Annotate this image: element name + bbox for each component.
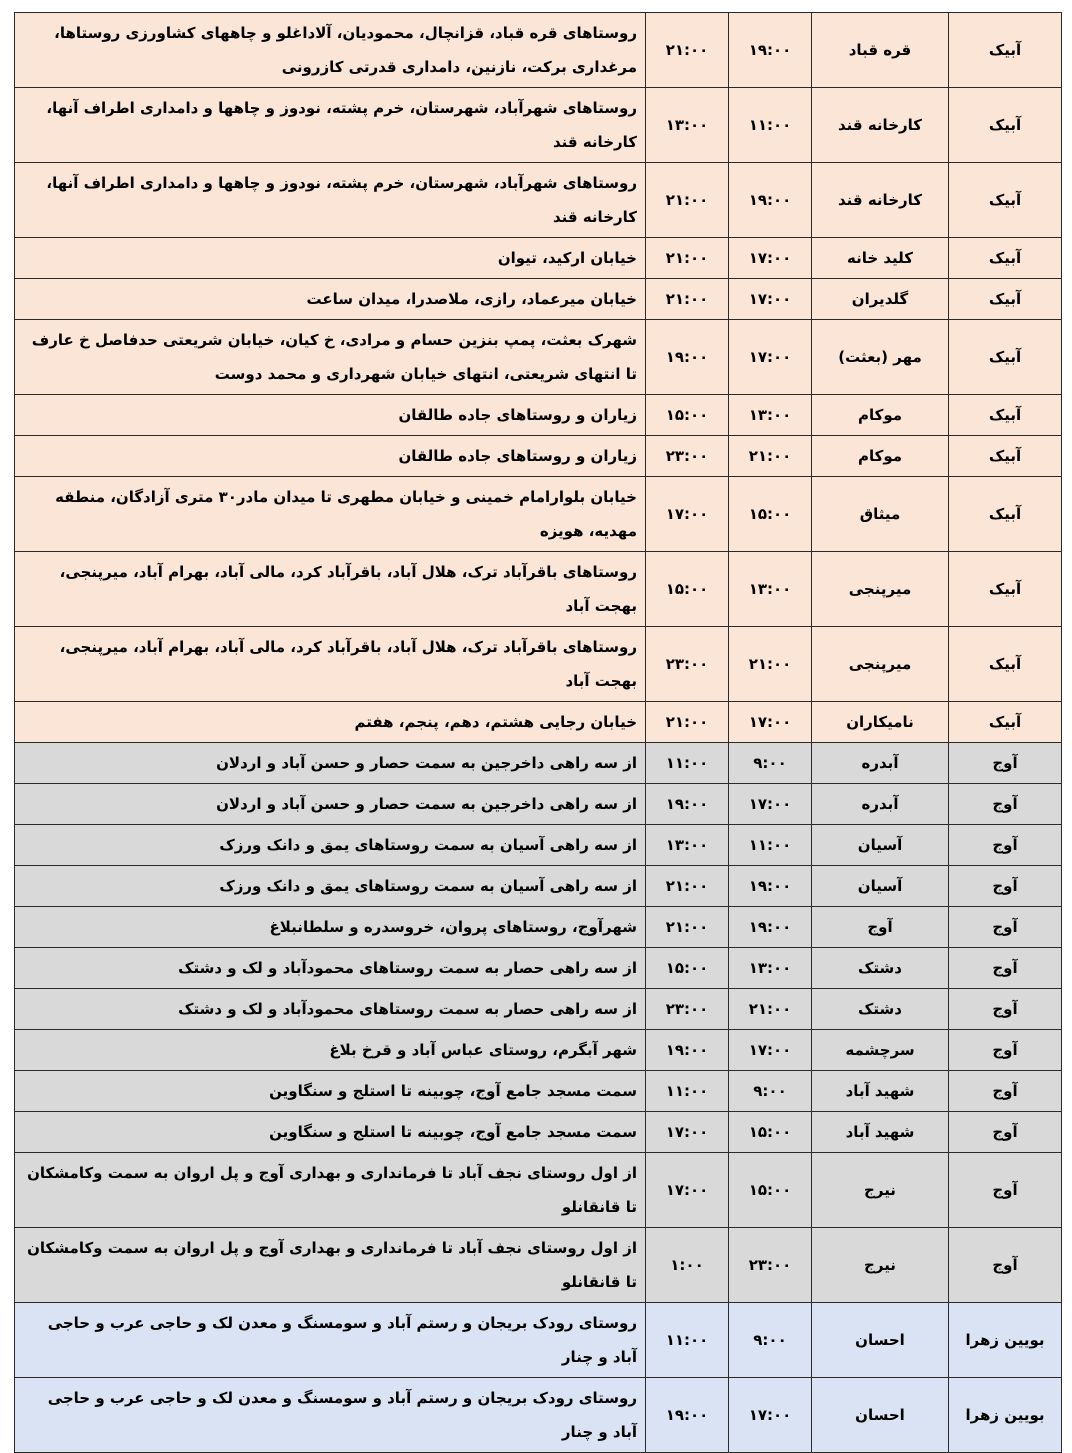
city-cell: بویین زهرا [949, 1303, 1062, 1378]
end-time-cell: ۲۳:۰۰ [646, 436, 729, 477]
table-row [15, 627, 1062, 702]
start-time-cell: ۲۱:۰۰ [729, 627, 812, 702]
table-row [15, 702, 1062, 743]
start-time-cell: ۱۷:۰۰ [729, 320, 812, 395]
end-time-cell: ۱۷:۰۰ [646, 1112, 729, 1153]
feeder-cell: آسیان [812, 866, 949, 907]
city-cell: آوج [949, 825, 1062, 866]
city-cell: بویین زهرا [949, 1378, 1062, 1453]
table-row [15, 1378, 1062, 1453]
end-time-cell: ۲۱:۰۰ [646, 163, 729, 238]
feeder-cell: نیرج [812, 1228, 949, 1303]
table-row [15, 743, 1062, 784]
end-time-cell: ۲۱:۰۰ [646, 279, 729, 320]
start-time-cell: ۱۵:۰۰ [729, 477, 812, 552]
start-time-cell: ۹:۰۰ [729, 1303, 812, 1378]
area-cell: روستای رودک بریجان و رستم آباد و سومسنگ و معدن لک و حاجی عرب و حاجی آباد و چنار [15, 1378, 646, 1453]
start-time-cell: ۱۳:۰۰ [729, 395, 812, 436]
city-cell: آبیک [949, 13, 1062, 88]
city-cell: آوج [949, 948, 1062, 989]
table-row [15, 866, 1062, 907]
area-cell: از سه راهی حصار به سمت روستاهای محمودآباد و لک و دشتک [15, 948, 646, 989]
feeder-cell: احسان [812, 1303, 949, 1378]
end-time-cell: ۲۱:۰۰ [646, 907, 729, 948]
area-cell: خیابان ارکید، تیوان [15, 238, 646, 279]
start-time-cell: ۱۳:۰۰ [729, 552, 812, 627]
feeder-cell: آوج [812, 907, 949, 948]
table-row [15, 88, 1062, 163]
city-cell: آبیک [949, 436, 1062, 477]
area-cell: خیابان میرعماد، رازی، ملاصدرا، میدان ساعت [15, 279, 646, 320]
end-time-cell: ۱۹:۰۰ [646, 320, 729, 395]
start-time-cell: ۹:۰۰ [729, 743, 812, 784]
table-row [15, 1071, 1062, 1112]
area-cell: زیاران و روستاهای جاده طالقان [15, 395, 646, 436]
start-time-cell: ۱۷:۰۰ [729, 279, 812, 320]
start-time-cell: ۱۱:۰۰ [729, 825, 812, 866]
area-cell: زیاران و روستاهای جاده طالقان [15, 436, 646, 477]
area-cell: از اول روستای نجف آباد تا فرمانداری و بهداری آوج و پل اروان به سمت وکامشکان تا قانقانلو [15, 1153, 646, 1228]
end-time-cell: ۱۱:۰۰ [646, 1071, 729, 1112]
area-cell: شهرک بعثت، پمپ بنزین حسام و مرادی، خ کیان، خیابان شریعتی حدفاصل خ عارف تا انتهای شریعتی، انتهای خیابان شهرداری و محمد دوست [15, 320, 646, 395]
start-time-cell: ۱۹:۰۰ [729, 13, 812, 88]
city-cell: آوج [949, 907, 1062, 948]
table-row [15, 320, 1062, 395]
city-cell: آوج [949, 1030, 1062, 1071]
start-time-cell: ۱۷:۰۰ [729, 238, 812, 279]
city-cell: آبیک [949, 88, 1062, 163]
feeder-cell: سرچشمه [812, 1030, 949, 1071]
table-row [15, 163, 1062, 238]
feeder-cell: احسان [812, 1378, 949, 1453]
table-row [15, 395, 1062, 436]
end-time-cell: ۲۱:۰۰ [646, 13, 729, 88]
feeder-cell: کلید خانه [812, 238, 949, 279]
table-row [15, 1228, 1062, 1303]
start-time-cell: ۱۱:۰۰ [729, 88, 812, 163]
feeder-cell: نامیکاران [812, 702, 949, 743]
end-time-cell: ۱۱:۰۰ [646, 743, 729, 784]
start-time-cell: ۹:۰۰ [729, 1071, 812, 1112]
end-time-cell: ۱۵:۰۰ [646, 948, 729, 989]
city-cell: آوج [949, 989, 1062, 1030]
outage-table [14, 12, 1062, 1453]
feeder-cell: شهید آباد [812, 1071, 949, 1112]
feeder-cell: موکام [812, 436, 949, 477]
area-cell: روستاهای قره قباد، قزانچال، محمودیان، آلاداغلو و چاههای کشاورزی روستاها، مرغداری برکت، نازنین، دامداری قدرتی کازرونی [15, 13, 646, 88]
feeder-cell: دشتک [812, 948, 949, 989]
start-time-cell: ۱۷:۰۰ [729, 1030, 812, 1071]
feeder-cell: آسیان [812, 825, 949, 866]
area-cell: سمت مسجد جامع آوج، چوبینه تا استلج و سنگاوین [15, 1071, 646, 1112]
city-cell: آبیک [949, 477, 1062, 552]
city-cell: آوج [949, 743, 1062, 784]
area-cell: خیابان بلوارامام خمینی و خیابان مطهری تا میدان مادر۳۰ متری آزادگان، منطقه مهدیه، هویزه [15, 477, 646, 552]
end-time-cell: ۲۳:۰۰ [646, 989, 729, 1030]
table-row [15, 13, 1062, 88]
end-time-cell: ۲۱:۰۰ [646, 238, 729, 279]
table-row [15, 989, 1062, 1030]
outage-schedule [14, 12, 1062, 1453]
end-time-cell: ۱:۰۰ [646, 1228, 729, 1303]
feeder-cell: موکام [812, 395, 949, 436]
city-cell: آوج [949, 1153, 1062, 1228]
start-time-cell: ۱۷:۰۰ [729, 1378, 812, 1453]
area-cell: از سه راهی آسیان به سمت روستاهای یمق و دانک ورزک [15, 866, 646, 907]
feeder-cell: آبدره [812, 743, 949, 784]
city-cell: آبیک [949, 279, 1062, 320]
feeder-cell: آبدره [812, 784, 949, 825]
city-cell: آبیک [949, 163, 1062, 238]
feeder-cell: میثاق [812, 477, 949, 552]
start-time-cell: ۱۷:۰۰ [729, 702, 812, 743]
table-row [15, 1030, 1062, 1071]
start-time-cell: ۱۵:۰۰ [729, 1153, 812, 1228]
city-cell: آوج [949, 866, 1062, 907]
end-time-cell: ۱۵:۰۰ [646, 552, 729, 627]
end-time-cell: ۲۱:۰۰ [646, 702, 729, 743]
table-row [15, 784, 1062, 825]
start-time-cell: ۲۱:۰۰ [729, 436, 812, 477]
city-cell: آبیک [949, 320, 1062, 395]
end-time-cell: ۲۳:۰۰ [646, 627, 729, 702]
end-time-cell: ۱۷:۰۰ [646, 477, 729, 552]
table-row [15, 238, 1062, 279]
city-cell: آبیک [949, 702, 1062, 743]
city-cell: آوج [949, 1228, 1062, 1303]
area-cell: از اول روستای نجف آباد تا فرمانداری و بهداری آوج و پل اروان به سمت وکامشکان تا قانقانلو [15, 1228, 646, 1303]
start-time-cell: ۱۳:۰۰ [729, 948, 812, 989]
end-time-cell: ۱۳:۰۰ [646, 825, 729, 866]
table-row [15, 825, 1062, 866]
city-cell: آبیک [949, 627, 1062, 702]
feeder-cell: میرپنجی [812, 627, 949, 702]
feeder-cell: مهر (بعثت) [812, 320, 949, 395]
start-time-cell: ۱۹:۰۰ [729, 163, 812, 238]
table-row [15, 1303, 1062, 1378]
area-cell: از سه راهی حصار به سمت روستاهای محمودآباد و لک و دشتک [15, 989, 646, 1030]
end-time-cell: ۱۳:۰۰ [646, 88, 729, 163]
feeder-cell: دشتک [812, 989, 949, 1030]
end-time-cell: ۱۱:۰۰ [646, 1303, 729, 1378]
city-cell: آبیک [949, 395, 1062, 436]
area-cell: روستاهای باقرآباد ترک، هلال آباد، باقرآباد کرد، مالی آباد، بهرام آباد، میرپنجی، بهجت آباد [15, 552, 646, 627]
start-time-cell: ۲۱:۰۰ [729, 989, 812, 1030]
area-cell: خیابان رجایی هشتم، دهم، پنجم، هفتم [15, 702, 646, 743]
end-time-cell: ۱۹:۰۰ [646, 1378, 729, 1453]
start-time-cell: ۱۷:۰۰ [729, 784, 812, 825]
area-cell: شهر آبگرم، روستای عباس آباد و قرخ بلاغ [15, 1030, 646, 1071]
feeder-cell: گلدیران [812, 279, 949, 320]
feeder-cell: قره قباد [812, 13, 949, 88]
feeder-cell: نیرج [812, 1153, 949, 1228]
area-cell: از سه راهی داخرجین به سمت حصار و حسن آباد و اردلان [15, 743, 646, 784]
start-time-cell: ۱۵:۰۰ [729, 1112, 812, 1153]
area-cell: روستاهای باقرآباد ترک، هلال آباد، باقرآباد کرد، مالی آباد، بهرام آباد، میرپنجی، بهجت آباد [15, 627, 646, 702]
area-cell: از سه راهی داخرجین به سمت حصار و حسن آباد و اردلان [15, 784, 646, 825]
area-cell: روستاهای شهرآباد، شهرستان، خرم پشته، نودوز و چاهها و دامداری اطراف آنها، کارخانه قند [15, 88, 646, 163]
feeder-cell: کارخانه قند [812, 163, 949, 238]
end-time-cell: ۱۷:۰۰ [646, 1153, 729, 1228]
end-time-cell: ۱۹:۰۰ [646, 784, 729, 825]
city-cell: آبیک [949, 552, 1062, 627]
city-cell: آوج [949, 1112, 1062, 1153]
end-time-cell: ۱۵:۰۰ [646, 395, 729, 436]
table-row [15, 1112, 1062, 1153]
table-row [15, 907, 1062, 948]
table-row [15, 436, 1062, 477]
area-cell: شهرآوج، روستاهای پروان، خروسدره و سلطانبلاغ [15, 907, 646, 948]
table-row [15, 1153, 1062, 1228]
end-time-cell: ۱۹:۰۰ [646, 1030, 729, 1071]
city-cell: آوج [949, 1071, 1062, 1112]
table-row [15, 552, 1062, 627]
table-row [15, 477, 1062, 552]
start-time-cell: ۲۳:۰۰ [729, 1228, 812, 1303]
feeder-cell: میرپنجی [812, 552, 949, 627]
end-time-cell: ۲۱:۰۰ [646, 866, 729, 907]
area-cell: روستای رودک بریجان و رستم آباد و سومسنگ و معدن لک و حاجی عرب و حاجی آباد و چنار [15, 1303, 646, 1378]
start-time-cell: ۱۹:۰۰ [729, 907, 812, 948]
area-cell: روستاهای شهرآباد، شهرستان، خرم پشته، نودوز و چاهها و دامداری اطراف آنها، کارخانه قند [15, 163, 646, 238]
table-row [15, 279, 1062, 320]
area-cell: سمت مسجد جامع آوج، چوبینه تا استلج و سنگاوین [15, 1112, 646, 1153]
area-cell: از سه راهی آسیان به سمت روستاهای یمق و دانک ورزک [15, 825, 646, 866]
table-row [15, 948, 1062, 989]
city-cell: آوج [949, 784, 1062, 825]
start-time-cell: ۱۹:۰۰ [729, 866, 812, 907]
feeder-cell: کارخانه قند [812, 88, 949, 163]
city-cell: آبیک [949, 238, 1062, 279]
feeder-cell: شهید آباد [812, 1112, 949, 1153]
